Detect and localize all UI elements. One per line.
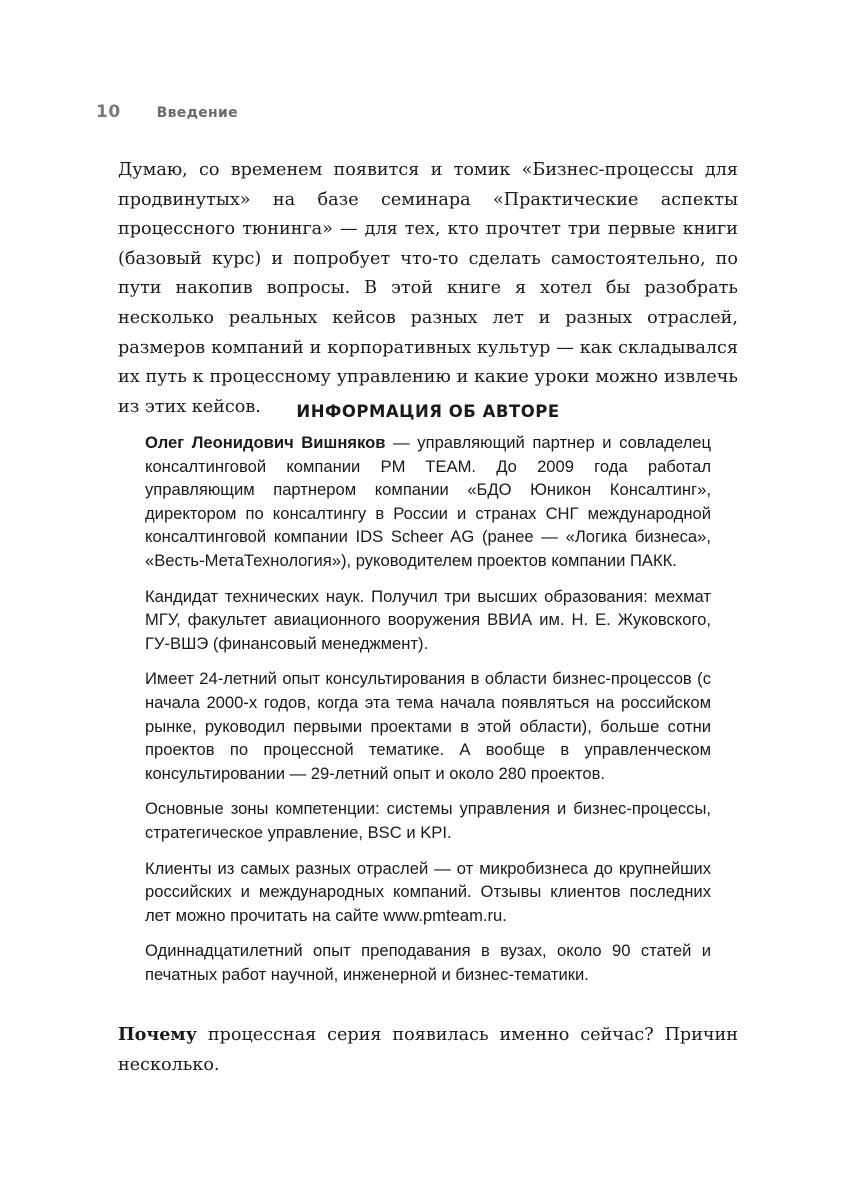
author-bio-text: — управляющий партнер и совладелец консалтинговой компании PM TEAM. До 2009 года работал управляющим партнером компании «БДО Юникон Консалтинг», директором по консалтингу в России и странах СНГ международной консалтинговой компании IDS Scheer AG (ранее — «Логика бизнеса», «Весть-МетаТехнология»), руководителем проектов компании ПАКК. (145, 433, 712, 570)
author-name: Олег Леонидович Вишняков (145, 433, 386, 452)
closing-paragraph (118, 1020, 738, 1080)
page-header (96, 102, 238, 122)
author-bio-paragraph (145, 431, 711, 573)
author-competence-paragraph: Основные зоны компетенции: системы управления и бизнес-процессы, стратегическое управление, BSC и KPI. (145, 799, 711, 842)
author-teaching-paragraph: Одиннадцатилетний опыт преподавания в вузах, около 90 статей и печатных работ научной, инженерной и бизнес-тематики. (145, 941, 711, 984)
page-number: 10 (96, 102, 121, 122)
closing-bold-lead: Почему (118, 1024, 197, 1045)
author-experience-paragraph: Имеет 24-летний опыт консультирования в области бизнес-процессов (с начала 2000-х годов, когда эта тема начала появляться на российском рынке, руководил первыми проектами в этой области), больше сотни проектов по процессной тематике. А вообще в управленческом консультировании — 29-летний опыт и около 280 проектов. (145, 669, 711, 783)
intro-paragraph: Думаю, со временем появится и томик «Бизнес-процессы для продвинутых» на базе семинара «Практические аспекты процессного тюнинга» — для тех, кто прочтет три первые книги (базовый курс) и попробует что-то сделать самостоятельно, по пути накопив вопросы. В этой книге я хотел бы разобрать несколько реальных кейсов разных лет и разных отраслей, размеров компаний и корпоративных культур — как складывался их путь к процессному управлению и какие уроки можно извлечь из этих кейсов. (118, 160, 738, 417)
author-education-paragraph: Кандидат технических наук. Получил три высших образования: мехмат МГУ, факультет авиационного вооружения ВВИА им. Н. Е. Жуковского, ГУ-ВШЭ (финансовый менеджмент). (145, 586, 711, 653)
author-clients-paragraph: Клиенты из самых разных отраслей — от микробизнеса до крупнейших российских и международных компаний. Отзывы клиентов последних лет можно прочитать на сайте www.pmteam.ru. (145, 858, 711, 925)
author-info-heading: ИНФОРМАЦИЯ ОБ АВТОРЕ (296, 402, 560, 421)
author-info-box (145, 402, 711, 998)
running-title: Введение (156, 105, 238, 121)
closing-text: процессная серия появилась именно сейчас? Причин несколько. (118, 1025, 738, 1075)
